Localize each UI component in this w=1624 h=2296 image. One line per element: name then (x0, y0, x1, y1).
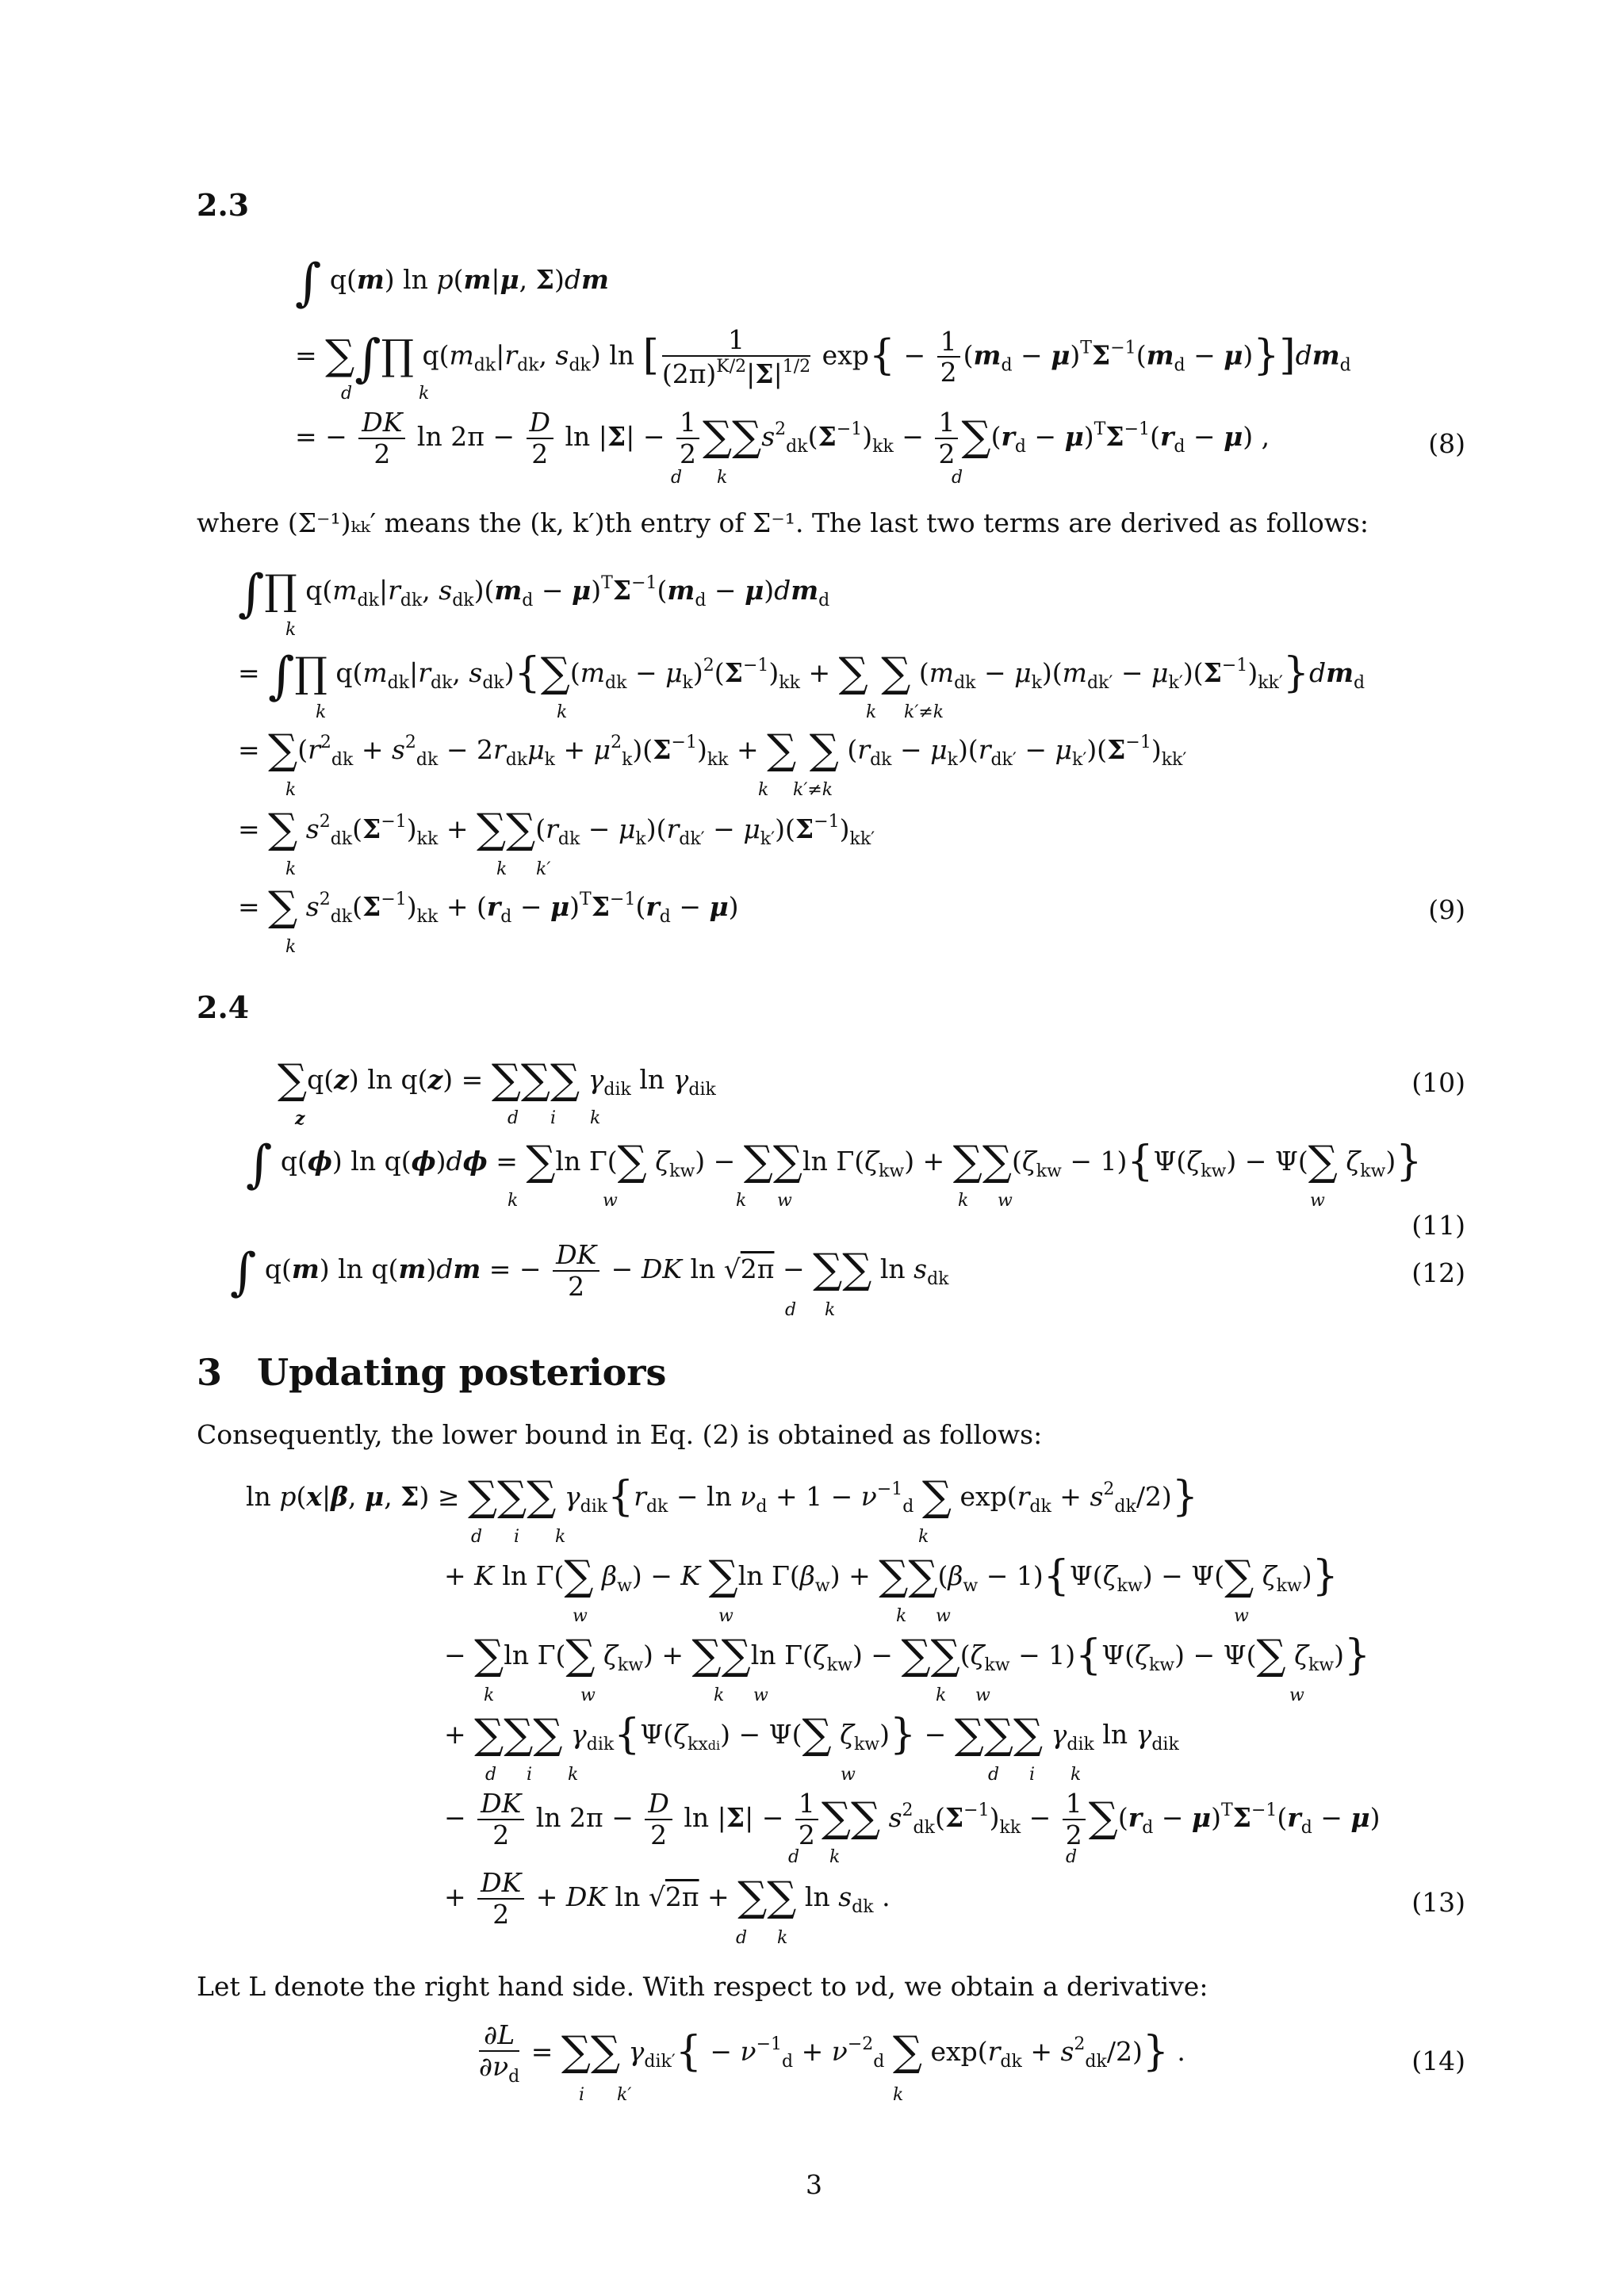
paragraph-let-L: Let L denote the right hand side. With respect to νd, we obtain a derivative: (197, 1971, 1208, 2002)
page-number: 3 (806, 2169, 822, 2200)
equation-number-10: (10) (1411, 1067, 1465, 1098)
equation-9-line-3: = $\sum(r^2_{dk} + s^2_{dk} - 2r_{dk}\mu_k + \mu^2_k)(\Sigma^{-1})_{kk}$ + ∑ ∑ $(r_{dk} - \mu_k)(r_{dk'} - \mu_{k'})(\Sigma^{-1})_{kk'}$ (238, 726, 1187, 774)
paragraph-consequently: Consequently, the lower bound in Eq. (2) is obtained as follows: (197, 1419, 1043, 1450)
equation-13-line-6: + $\frac{DK}{2}$ + DK ln √2π + ∑∑ $\ln s_{dk}$ . (444, 1867, 891, 1930)
equation-12: ∫ q(m) ln q(m)dm = − $\frac{DK}{2}$ − DK ln √2π − ∑∑ $\ln s_{dk}$ (230, 1239, 949, 1302)
equation-13-line-3: − ∑ln Γ(∑ $\zeta_{kw}) + \sum\sum\ln$ $\Gamma(\zeta_{kw}) - \sum\sum(\zeta_{kw} - 1)\{\Psi(\zeta_{kw}) - \Psi(\sum$ $\zeta_{kw}$)} (444, 1632, 1371, 1679)
equation-14: $\frac{\partial L}{\partial\nu_d}$ = ∑∑ $\gamma_{dik'}\{ - \nu^{-1}_d + \nu^{-2}_d$ ∑ $\exp(r_{dk} + s^2_{dk}/2)$} . (479, 2019, 1185, 2087)
section-heading-2-4: 2.4 (197, 989, 250, 1025)
equation-number-12: (12) (1411, 1257, 1465, 1288)
equation-number-14: (14) (1411, 2045, 1465, 2076)
equation-13-line-1: ln p(x|β, μ, Σ) ≥ ∑∑∑ $\gamma_{dik}\{r_{dk} - \ln \nu_d + 1 - \nu^{-1}_d$ ∑ $\exp(r_{dk} + s^2_{dk}/2)$} (246, 1473, 1198, 1521)
equation-9-line-2: = ∫∏ $q(m_{dk}|r_{dk}$, $s_{dk})\{\sum(m_{dk} - \mu_k)^2(\Sigma^{-1})_{kk}$ + ∑ ∑ $(m_{dk} - \mu_k)(m_{dk'} - \mu_{k'})(\Sigma^{-1})_{kk'}\}dm_d$ (238, 647, 1365, 706)
section-3-title: Updating posteriors (257, 1351, 667, 1394)
equation-9-line-5: = ∑ $s^2_{dk}(\Sigma^{-1})_{kk} + (r_d - \mu)^T\Sigma^{-1}(r_d - \mu)$ (238, 883, 739, 931)
equation-number-8: (8) (1428, 428, 1465, 459)
equation-number-9: (9) (1428, 894, 1465, 925)
equation-8-line-2: = ∑∫∏ $q(m_{dk}|r_{dk}$, $s_{dk}$) ln [ $\frac{1}{(2\pi)^{K/2}|\Sigma|^{1/2}}$ exp{ − $\frac{1}{2}$ $(m_d - \mu)^T\Sigma^{-1}(m_d - \mu)\}]dm_d$ (295, 324, 1351, 389)
equation-10: ∑q(z) ln q(z) = ∑∑∑ $\gamma_{dik}$ $\ln \gamma_{dik}$ (278, 1056, 716, 1104)
equation-13-line-2: + K ln Γ(∑ $\beta_w) - K$ ∑ln $\Gamma(\beta_w) + \sum\sum(\beta_w - 1)\{\Psi(\zeta_{kw}) - \Psi(\sum$ $\zeta_{kw}$)} (444, 1552, 1339, 1600)
equation-9-line-4: = ∑ $s^2_{dk}(\Sigma^{-1})_{kk} + \sum\sum(r_{dk} - \mu_k)(r_{dk'} - \mu_{k'})(\Sigma^{-1})_{kk'}$ (238, 806, 875, 853)
section-heading-2-3: 2.3 (197, 187, 250, 223)
paragraph-where: where (Σ⁻¹)ₖₖ′ means the (k, k′)th entry of Σ⁻¹. The last two terms are derived as follows: (197, 507, 1369, 538)
equation-number-13: (13) (1411, 1887, 1465, 1918)
equation-11: ∫ q(ϕ) ln q(ϕ)dϕ = ∑ln Γ(∑ $\zeta_{kw}) - \sum\sum\ln$ $\Gamma(\zeta_{kw}) + \sum\sum(\zeta_{kw} - 1)\{\Psi(\zeta_{kw}) - \Psi(\sum$ $\zeta_{kw}$)} (246, 1135, 1423, 1194)
equation-13-line-5: − $\frac{DK}{2}$ ln 2π − $\frac{D}{2}$ ln |Σ| − $\frac{1}{2}$ ∑∑ $s^2_{dk}(\Sigma^{-1})_{kk}$ − $\frac{1}{2}$ $\sum(r_d - \mu)^T\Sigma^{-1}(r_d - \mu)$ (444, 1788, 1381, 1850)
section-heading-3 (197, 1351, 666, 1394)
equation-8-line-1: ∫ q(m) ln p(m|μ, Σ)dm (295, 254, 609, 312)
equation-8-line-3: = − $\frac{DK}{2}$ ln 2π − $\frac{D}{2}$ ln |Σ| − $\frac{1}{2}$ $\sum\sum s^2_{dk}(\Sigma^{-1})_{kk}$ − $\frac{1}{2}$ $\sum(r_d - \mu)^T\Sigma^{-1}(r_d - \mu)$ , (295, 407, 1270, 469)
section-3-number: 3 (197, 1351, 223, 1394)
equation-9-line-1: ∫∏ $q(m_{dk}|r_{dk}$, $s_{dk})(m_d - \mu)^T\Sigma^{-1}(m_d - \mu)dm_d$ (238, 564, 830, 623)
equation-number-11: (11) (1411, 1210, 1465, 1241)
equation-13-line-4: + ∑∑∑ $\gamma_{dik}\{\Psi(\zeta_{kxdi}) - \Psi(\sum$ $\zeta_{kw}$)} − ∑∑∑ $\gamma_{dik}$ $\ln \gamma_{dik}$ (444, 1711, 1179, 1758)
